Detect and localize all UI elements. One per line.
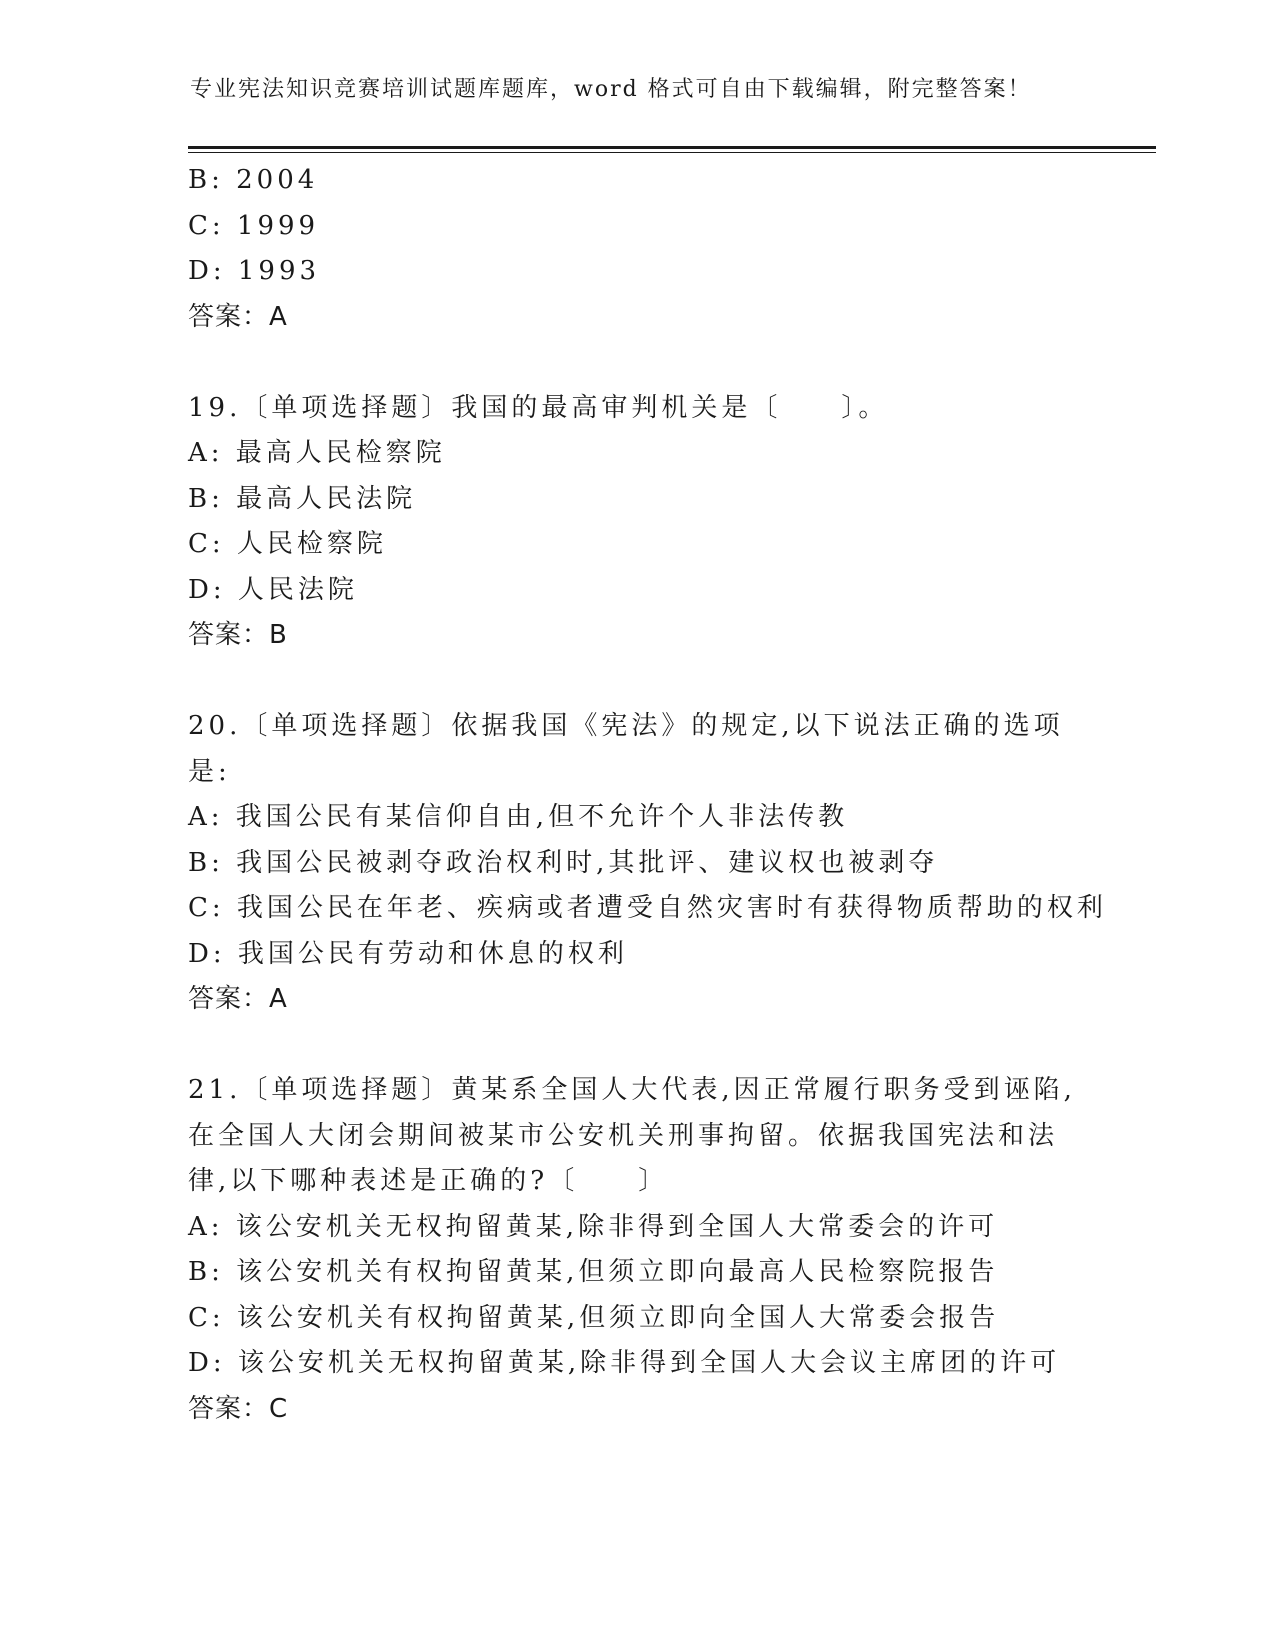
option-line: C: 人民检察院 [188, 529, 387, 559]
answer-line: 答案：A [188, 984, 288, 1014]
option-line: A: 我国公民有某信仰自由,但不允许个人非法传教 [188, 802, 849, 832]
answer-line: 答案：A [188, 301, 288, 332]
page-header: 专业宪法知识竞赛培训试题库题库，word 格式可自由下载编辑，附完整答案！ [190, 77, 1032, 102]
spacer [188, 1023, 1088, 1069]
question-content [188, 158, 1107, 1432]
option-line: B: 最高人民法院 [188, 483, 417, 514]
option-line: B: 我国公民被剥夺政治权利时,其批评、建议权也被剥夺 [188, 847, 939, 878]
option-line: B: 该公安机关有权拘留黄某,但须立即向最高人民检察院报告 [188, 1257, 999, 1287]
spacer [188, 659, 1088, 705]
option-line: D: 我国公民有劳动和休息的权利 [188, 938, 628, 969]
spacer [188, 340, 1088, 386]
question-block-19 [188, 386, 1088, 659]
option-line: D: 人民法院 [188, 574, 358, 605]
header-rule-thin [188, 152, 1156, 153]
option-line: A: 最高人民检察院 [188, 438, 446, 468]
option-line: D: 1993 [188, 256, 321, 286]
option-line: D: 该公安机关无权拘留黄某,除非得到全国人大会议主席团的许可 [188, 1348, 1061, 1378]
question-block-20 [188, 704, 1107, 1023]
question-block-21 [188, 1068, 1088, 1432]
header-rule-thick [188, 146, 1156, 149]
option-line: C: 我国公民在年老、疾病或者遭受自然灾害时有获得物质帮助的权利 [188, 893, 1107, 923]
option-line: A: 该公安机关无权拘留黄某,除非得到全国人大常委会的许可 [188, 1211, 999, 1242]
question-stem: 20.〔单项选择题〕依据我国《宪法》的规定,以下说法正确的选项是: [188, 711, 1064, 787]
question-stem: 21.〔单项选择题〕黄某系全国人大代表,因正常履行职务受到诬陷,在全国人大闭会期间被某市公安机关刑事拘留。依据我国宪法和法律,以下哪种表述是正确的?〔 〕 [188, 1075, 1076, 1196]
answer-line: 答案：B [188, 620, 288, 650]
option-line: B: 2004 [188, 165, 319, 195]
question-stem: 19.〔单项选择题〕我国的最高审判机关是〔 〕。 [188, 392, 889, 423]
option-line: C: 该公安机关有权拘留黄某,但须立即向全国人大常委会报告 [188, 1302, 1000, 1333]
question-block-continued [188, 158, 1088, 340]
option-line: C: 1999 [188, 210, 320, 241]
answer-line: 答案：C [188, 1393, 289, 1424]
